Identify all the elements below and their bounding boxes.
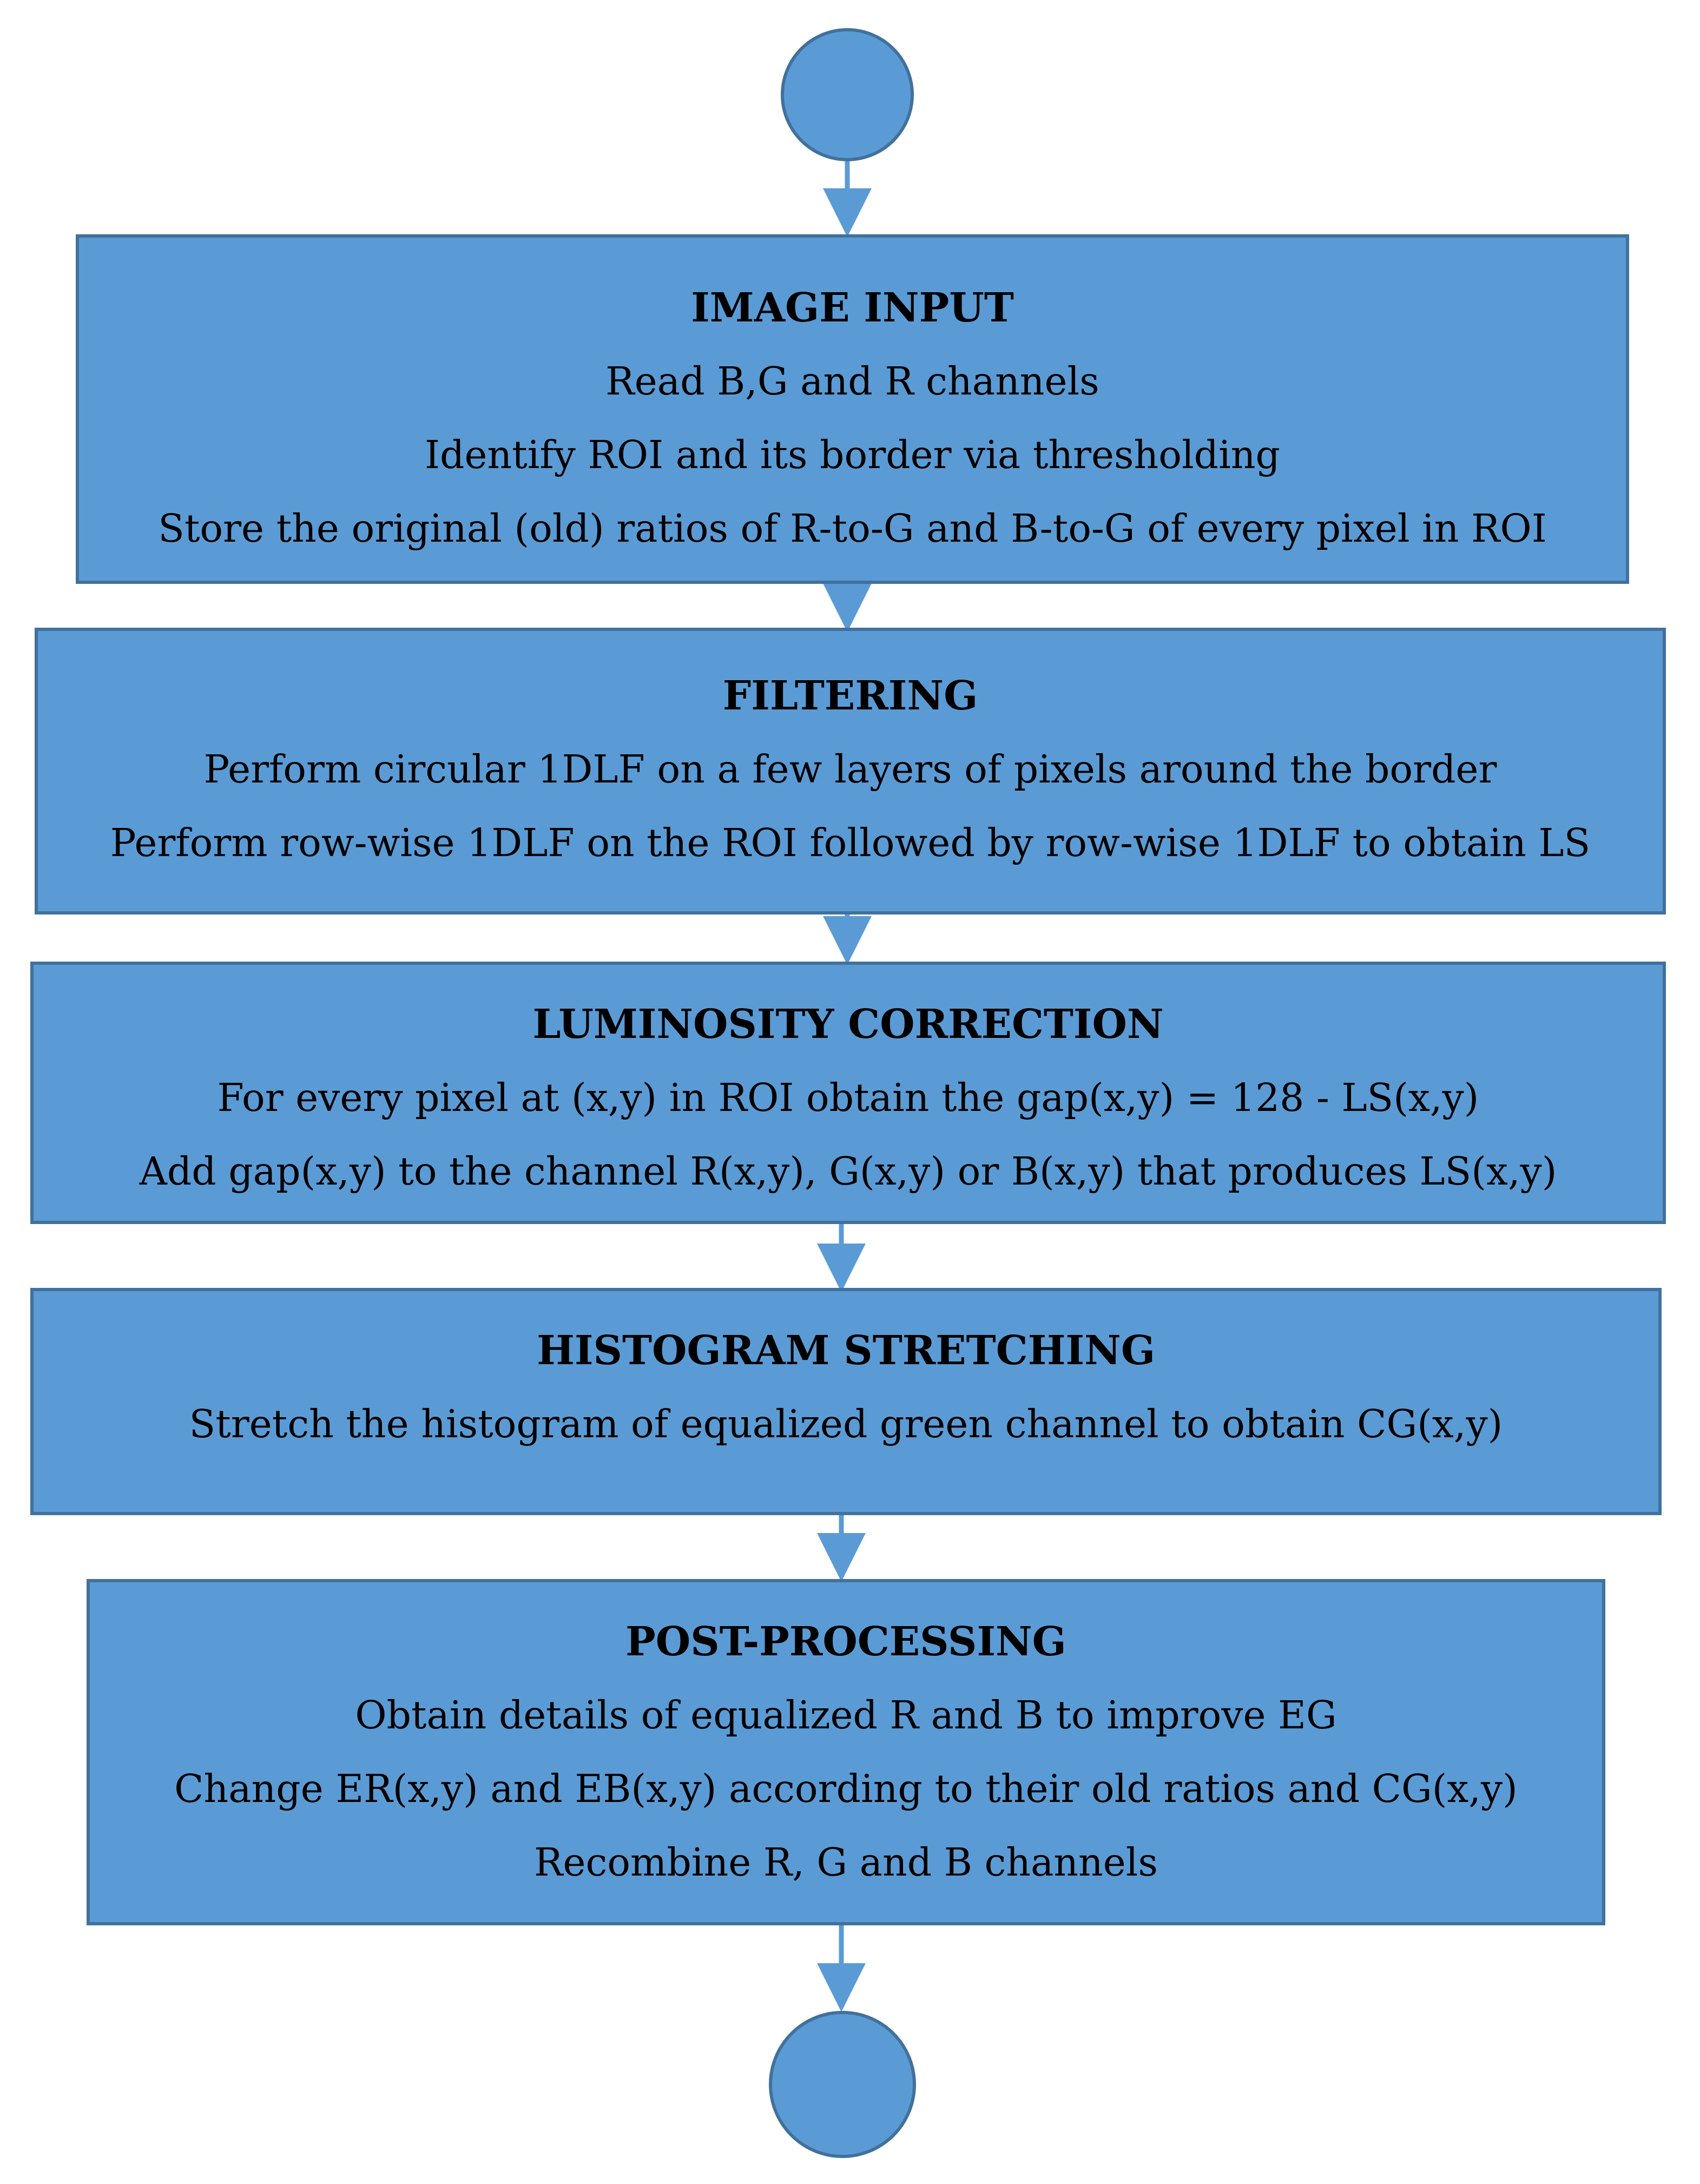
stage-step: Read B,G and R channels xyxy=(605,359,1099,404)
stage-step: For every pixel at (x,y) in ROI obtain the gap(x,y) = 128 - LS(x,y) xyxy=(217,1075,1479,1120)
stage-histogram-stretching xyxy=(30,1288,1662,1515)
stage-step: Obtain details of equalized R and B to improve EG xyxy=(355,1693,1337,1738)
end-terminal xyxy=(770,2012,914,2156)
stage-step: Perform circular 1DLF on a few layers of pixels around the border xyxy=(203,747,1497,792)
stage-step: Recombine R, G and B channels xyxy=(534,1840,1158,1885)
stage-step: Stretch the histogram of equalized green channel to obtain CG(x,y) xyxy=(189,1402,1503,1446)
stage-title: HISTOGRAM STRETCHING xyxy=(536,1327,1156,1374)
stage-image-input xyxy=(76,234,1629,584)
stage-title: POST-PROCESSING xyxy=(625,1619,1066,1665)
stage-step: Identify ROI and its border via thresholding xyxy=(424,432,1281,477)
stage-step: Add gap(x,y) to the channel R(x,y), G(x,y) or B(x,y) that produces LS(x,y) xyxy=(139,1149,1557,1194)
stage-step: Perform row-wise 1DLF on the ROI followed by row-wise 1DLF to obtain LS xyxy=(110,820,1591,865)
stage-step: Change ER(x,y) and EB(x,y) according to their old ratios and CG(x,y) xyxy=(174,1766,1518,1811)
stage-filtering xyxy=(35,628,1666,915)
stage-post-processing xyxy=(87,1579,1605,1925)
start-terminal xyxy=(782,30,912,160)
stage-title: IMAGE INPUT xyxy=(691,285,1014,331)
stage-title: FILTERING xyxy=(722,673,978,719)
stage-title: LUMINOSITY CORRECTION xyxy=(532,1001,1164,1048)
stage-step: Store the original (old) ratios of R-to-G and B-to-G of every pixel in ROI xyxy=(158,506,1547,551)
stage-luminosity-correction xyxy=(30,962,1666,1224)
